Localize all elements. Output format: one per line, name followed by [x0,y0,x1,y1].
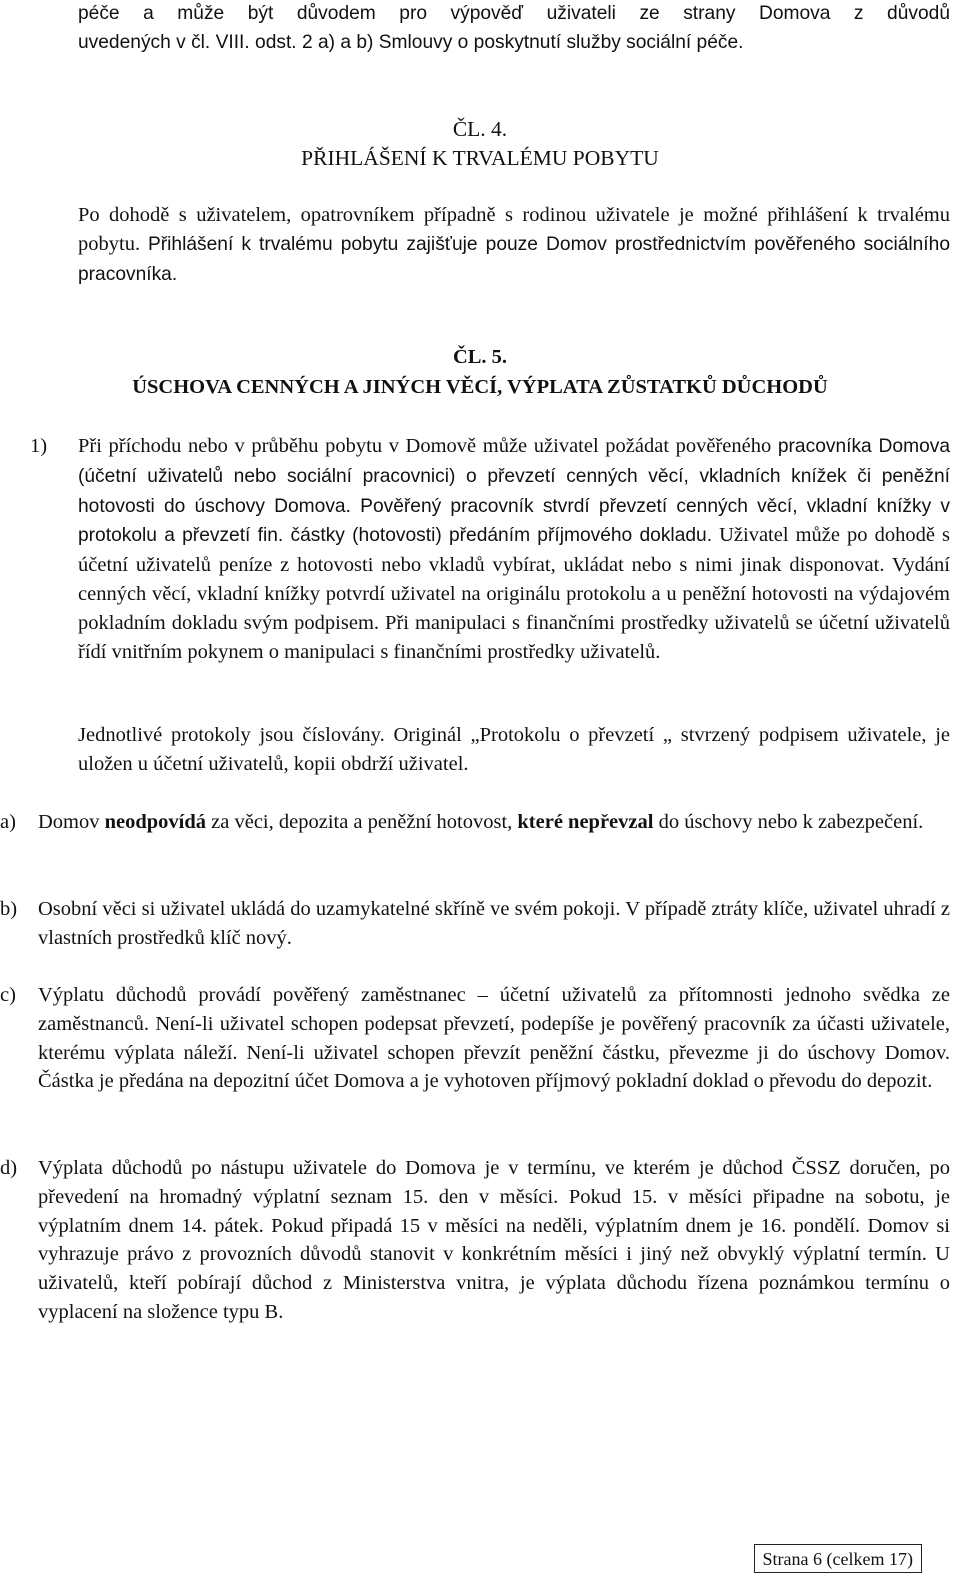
item-a-part2: za věci, depozita a peněžní hotovost, [206,811,518,833]
item-c-text [38,981,950,1096]
item-b-part1: Osobní věci si uživatel ukládá do uzamykatelné skříně ve svém pokoji. [38,898,621,920]
item-1-extra-part1: Jednotlivé protokoly jsou číslovány. [78,724,385,746]
item-d-marker: d) [0,1157,18,1179]
item-a-text [38,808,950,837]
item-d-part2: Pokud 15. v měsíci připadne na sobotu, je výplatním dnem 14. pátek. [38,1185,951,1237]
item-1-part3: Pověřený pracovník stvrdí převzetí cenných věcí, vkladní knížky v protokolu a převzetí fin. částky (hotovosti) předáním příjmového dokladu. [78,495,950,547]
item-c-part3: Není-li uživatel schopen převzít peněžní částku, převezme ji do úschovy Domov. [237,1041,950,1064]
article-5-title: ÚSCHOVA CENNÝCH A JINÝCH VĚCÍ, VÝPLATA ZŮSTATKŮ DŮCHODŮ [132,376,828,398]
continuation-paragraph [78,0,950,58]
article-4-title: PŘIHLÁŠENÍ K TRVALÉMU POBYTU [301,146,659,170]
item-d-part1: Výplata důchodů po nástupu uživatele do Domova je v termínu, ve kterém je důchod ČSSZ doručen, po převedení na hromadný výplatní seznam 15. den v měsíci. [38,1157,950,1208]
item-c-part2: Není-li uživatel schopen podepsat převzetí, podepíše je pověřený pracovník za účasti uživatele, kterému výplata náleží. [38,1012,950,1064]
item-1-part1: Při příchodu nebo v průběhu pobytu v Domově může uživatel požádat pověřeného [78,435,778,457]
item-a-part1: Domov [38,811,105,833]
item-1-extra-part2: Originál „Protokolu o převzetí „ stvrzený podpisem uživatele, je uložen u účetní uživatelů, kopii obdrží uživatel. [78,724,951,775]
item-d-part5: U uživatelů, kteří pobírají důchod z Ministerstva vnitra, je výplata důchodu řízena poznámkou termínu o vyplacení na složence typu B. [38,1243,950,1323]
item-1-part5: Vydání cenných věcí, vkladní knížky potvrdí uživatel na originálu protokolu a u peněžní hotovosti na výdajovém pokladním dokladu svým podpisem. [78,554,950,634]
page-number-footer: Strana 6 (celkem 17) [754,1544,922,1573]
item-a-bold1: neodpovídá [104,811,207,833]
item-1-part6: Při manipulaci s finančními prostředky uživatelů se účetní uživatelů řídí vnitřním pokynem o manipulaci s finančními prostředky uživatelů. [78,611,950,663]
item-c-part4: Částka je předána na depozitní účet Domova a je vyhotoven příjmový pokladní doklad o převodu do depozit. [38,1070,933,1093]
item-1-text [78,432,950,666]
item-c-part1: Výplatu důchodů provádí pověřený zaměstnanec – účetní uživatelů za přítomnosti jednoho svědka ze zaměstnanců. [38,984,950,1035]
item-b-text [38,895,950,953]
item-1-extra-text [78,721,950,779]
article-5-number: ČL. 5. [452,346,508,368]
continuation-line-1: péče a může být důvodem pro výpověď uživateli ze strany Domova z důvodů [78,3,950,24]
item-a-part3: do úschovy nebo k zabezpečení. [653,811,924,833]
continuation-line-2: uvedených v čl. VIII. odst. 2 a) a b) Smlouvy o poskytnutí služby sociální péče. [78,31,744,53]
item-a-bold2: které nepřevzal [517,811,654,833]
item-1-marker: 1) [30,435,48,457]
item-d-part4: Domov si vyhrazuje právo z provozních důvodů stanovit v konkrétním měsíci i jiný než obvyklý výplatní termín. [38,1214,950,1266]
article-4-text-part2: Přihlášení k trvalému pobytu zajišťuje pouze Domov prostřednictvím pověřeného sociálního pracovníka. [78,233,950,285]
article-4-text [78,201,950,289]
item-b-marker: b) [0,898,18,920]
article-4-text-part1: Po dohodě s uživatelem, opatrovníkem případně s rodinou uživatele je možné přihlášení k trvalému pobytu. [78,204,950,255]
item-b-part2: V případě ztráty klíče, uživatel uhradí z vlastních prostředků klíč nový. [38,898,950,949]
item-a-marker: a) [0,811,16,833]
item-1-part2: pracovníka Domova (účetní uživatelů nebo sociální pracovnici) o převzetí cenných věcí, vkladních knížek či peněžní hotovosti do úschovy Domova. [78,436,950,517]
item-1-part4: Uživatel může po dohodě s účetní uživatelů peníze z hotovosti nebo vkladů vybírat, ukládat nebo s nimi jinak disponovat. [78,524,950,577]
item-c-marker: c) [0,984,16,1006]
item-d-text [38,1154,950,1327]
article-4-number: ČL. 4. [452,117,508,141]
item-d-part3: Pokud připadá 15 v měsíci na neděli, výplatním dnem je 16. pondělí. [263,1214,861,1237]
